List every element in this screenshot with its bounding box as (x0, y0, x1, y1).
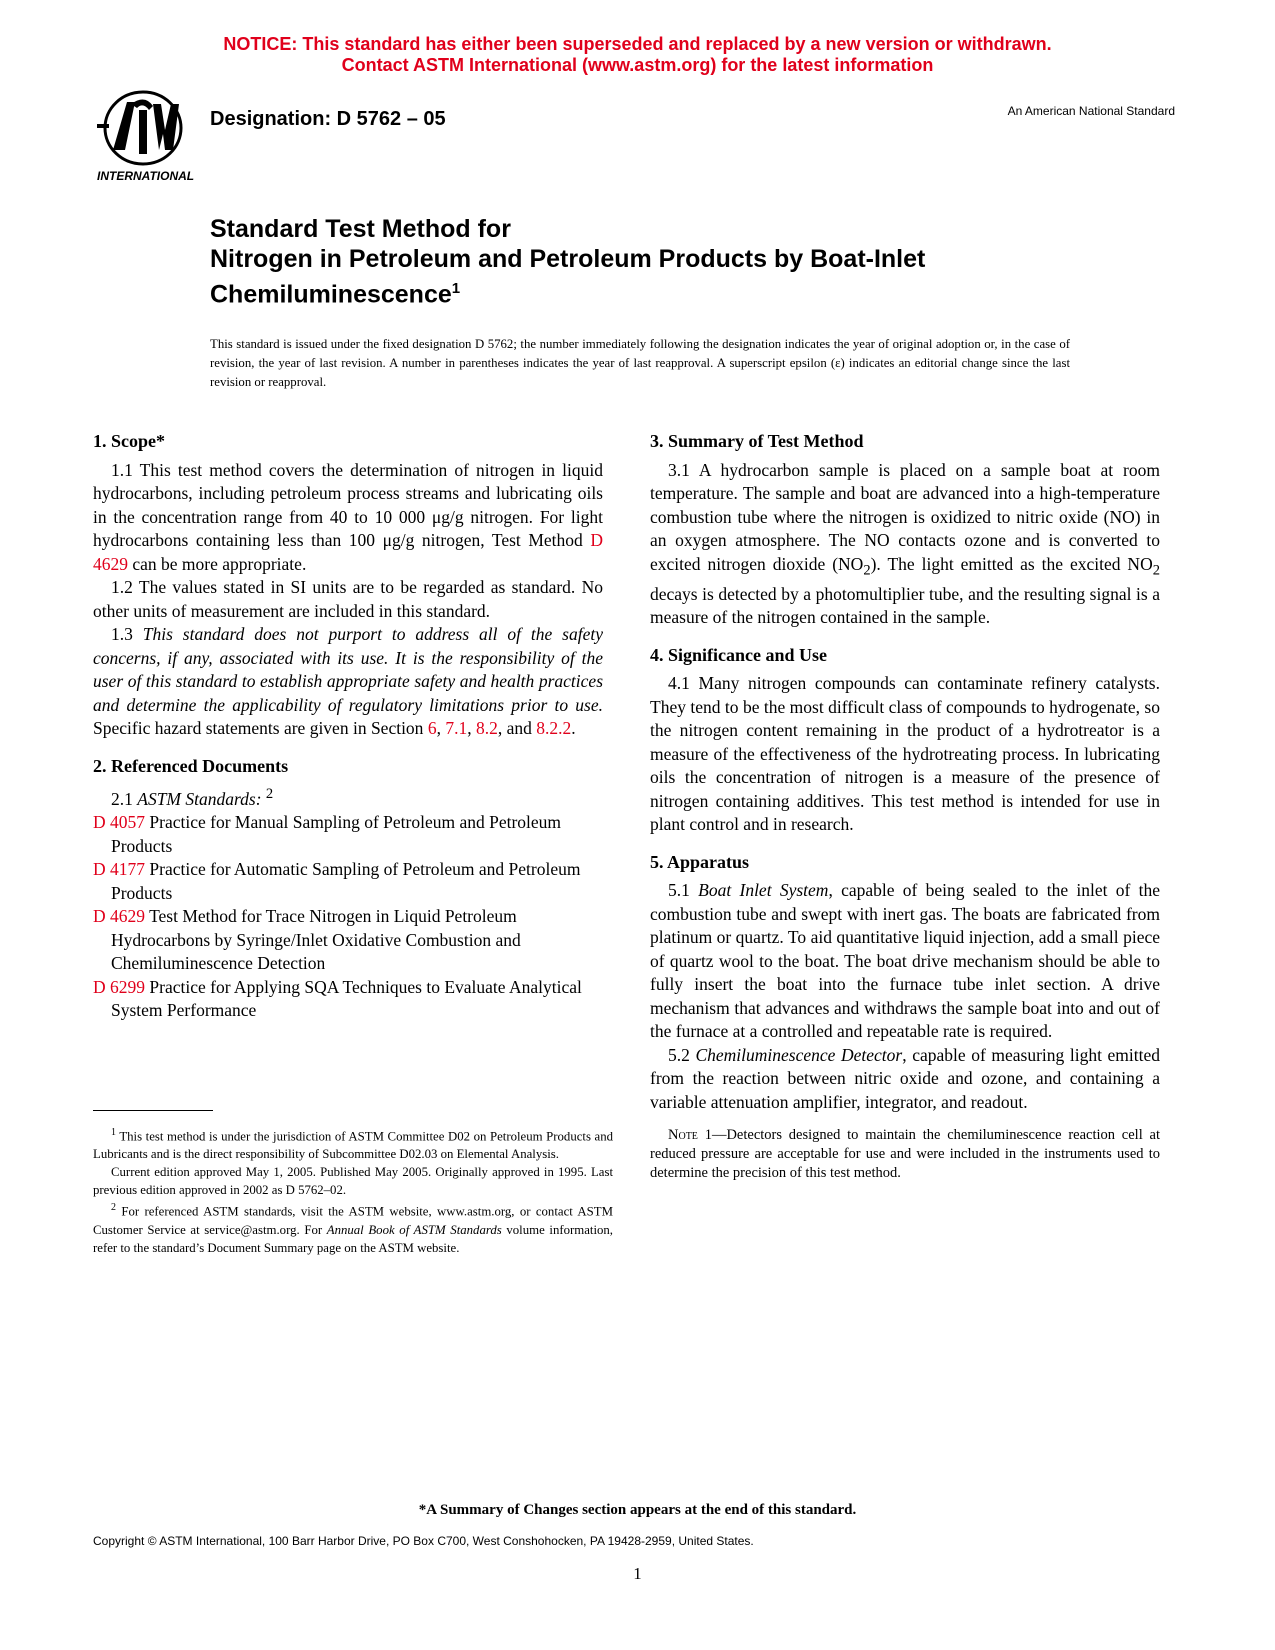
section-heading: 4. Significance and Use (650, 644, 828, 665)
reference-item: D 6299 Practice for Applying SQA Techniques to Evaluate Analytical System Performance (93, 976, 582, 1021)
section-significance (650, 644, 1160, 837)
footnote-1: $^1$ This test method is under the jurisdiction of ASTM Committee D02 on Petroleum Products and Lubricants and is the direct responsibility of Subcommittee D02.03 on Elemental Analysis. (93, 1127, 613, 1162)
reference-item: D 4177 Practice for Automatic Sampling of Petroleum and Petroleum Products (93, 859, 581, 903)
page-number: 1 (633, 1564, 642, 1583)
summary-of-changes-note: *A Summary of Changes section appears at the end of this standard. (418, 1502, 857, 1518)
notice-line-1: NOTICE: This standard has either been superseded and replaced by a new version or withdrawn. (223, 34, 1052, 54)
section-heading: 5. Apparatus (650, 851, 750, 872)
paragraph-1-2: 1.2 The values stated in SI units are to be regarded as standard. No other units of measurement are included in this standard. (93, 577, 603, 621)
paragraph-1-3: 1.3 This standard does not purport to address all of the safety concerns, if any, associated with its use. It is the responsibility of the user of this standard to establish appropriate safety and health practices and determine the applicability of regulatory limitations prior to use. Specific hazard statements are given in Section 6, 7.1, 8.2, and 8.2.2. (93, 624, 603, 738)
reference-link[interactable]: D 6299 (93, 976, 146, 997)
document-title (210, 214, 1110, 309)
withdrawal-notice (0, 34, 1275, 76)
section-summary (650, 430, 1160, 630)
reference-item: D 4629 Test Method for Trace Nitrogen in Liquid Petroleum Hydrocarbons by Syringe/Inlet Oxidative Combustion and Chemiluminescence Detection (93, 906, 521, 974)
section-heading: 3. Summary of Test Method (650, 431, 864, 451)
title-line-2: Nitrogen in Petroleum and Petroleum Products by Boat-Inlet (210, 245, 926, 273)
footnote-2: $^2$ For referenced ASTM standards, visit the ASTM website, www.astm.org, or contact ASTM Customer Service at service@astm.org. For Annual Book of ASTM Standards volume information, refer to the standard’s Document Summary page on the ASTM website. (93, 1202, 614, 1255)
logo-text: INTERNATIONAL (97, 169, 195, 183)
footnote-divider (93, 1110, 213, 1111)
section-apparatus (650, 851, 1160, 1184)
reference-link[interactable]: D 4629 (93, 906, 146, 927)
link-section-8-2[interactable]: 8.2 (475, 718, 498, 738)
footnotes (93, 1124, 613, 1257)
right-column (650, 430, 1160, 1198)
section-heading: 1. Scope* (93, 431, 165, 451)
paragraph-5-1: 5.1 Boat Inlet System, capable of being sealed to the inlet of the combustion tube and swept with inert gas. The boats are fabricated from platinum or quartz. To aid quantitative liquid injection, add a small piece of quartz wool to the boat. The boat drive mechanism should be able to fully insert the boat into the furnace tube inlet section. A drive mechanism that advances and withdraws the sample boat into and out of the furnace at a controlled and repeatable rate is required. (650, 880, 1160, 1041)
paragraph-2-1: 2.1 ASTM Standards: $^2$ (111, 786, 274, 809)
issue-note: This standard is issued under the fixed designation D 5762; the number immediately following the designation indicates the year of original adoption or, in the case of revision, the year of last revision. A number in parentheses indicates the year of last reapproval. A superscript epsilon (ε) indicates an editorial change since the last revision or reapproval. (210, 337, 1070, 389)
link-section-7-1[interactable]: 7.1 (445, 718, 468, 738)
copyright-line: Copyright © ASTM International, 100 Barr Harbor Drive, PO Box C700, West Conshohocken, PA 19428-2959, United States. (93, 1534, 754, 1548)
title-line-1: Standard Test Method for (210, 215, 511, 243)
designation: Designation: D 5762 – 05 (210, 108, 446, 130)
title-footnote-mark: 1 (451, 280, 461, 297)
section-referenced-documents (93, 755, 603, 1023)
link-d4629[interactable]: D 4629 (93, 530, 603, 574)
section-scope (93, 430, 603, 741)
american-national-standard-label: An American National Standard (1007, 104, 1175, 118)
paragraph-4-1: 4.1 Many nitrogen compounds can contaminate refinery catalysts. They tend to be the most difficult class of compounds to hydrogenate, so the nitrogen content remaining in the product of a hydrotreator is a measure of the effectiveness of the hydrotreating process. In lubricating oils the concentration of nitrogen is a measure of the presence of nitrogen containing additives. This test method is intended for use in plant control and in research. (650, 673, 1160, 834)
footnote-1-edition: Current edition approved May 1, 2005. Published May 2005. Originally approved in 1995. Last previous edition approved in 2002 as D 5762–02. (93, 1165, 613, 1198)
note-1: Note 1—Detectors designed to maintain the chemiluminescence reaction cell at reduced pressure are acceptable for use and were included in the instruments used to determine the precision of this test method. (650, 1127, 1160, 1181)
astm-logo-icon (95, 90, 195, 185)
reference-link[interactable]: D 4057 (93, 812, 146, 833)
link-section-8-2-2[interactable]: 8.2.2 (536, 718, 572, 738)
link-section-6[interactable]: 6 (427, 718, 437, 738)
paragraph-5-2: 5.2 Chemiluminescence Detector, capable of measuring light emitted from the reaction between nitric oxide and ozone, and containing a variable attenuation amplifier, integrator, and readout. (650, 1044, 1160, 1112)
left-column (93, 430, 603, 1037)
paragraph-1-1: 1.1 This test method covers the determination of nitrogen in liquid hydrocarbons, including petroleum process streams and lubricating oils in the concentration range from 40 to 10 000 μg/g nitrogen. For light hydrocarbons containing less than 100 μg/g nitrogen, Test Method D 4629 can be more appropriate. (93, 459, 603, 574)
notice-line-2: Contact ASTM International (www.astm.org) for the latest information (341, 55, 934, 75)
reference-link[interactable]: D 4177 (93, 859, 146, 880)
reference-item: D 4057 Practice for Manual Sampling of Petroleum and Petroleum Products (93, 812, 562, 856)
paragraph-3-1: 3.1 A hydrocarbon sample is placed on a sample boat at room temperature. The sample and boat are advanced into a high-temperature combustion tube where the nitrogen is oxidized to nitric oxide (NO) in an oxygen atmosphere. The NO contacts ozone and is converted to excited nitrogen dioxide $(NO_2)$. The light emitted as the excited $NO_2$ decays is detected by a photomultiplier tube, and the resulting signal is a measure of the nitrogen contained in the sample. (650, 459, 1160, 627)
astm-logo (95, 90, 195, 185)
section-heading: 2. Referenced Documents (93, 755, 289, 776)
title-line-3: Chemiluminescence$^1$ (210, 280, 461, 309)
